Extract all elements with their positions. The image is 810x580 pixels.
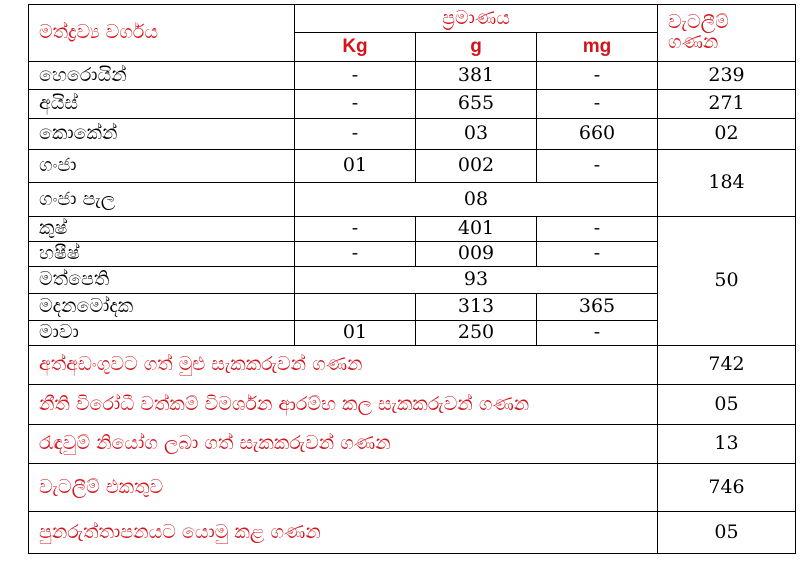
g-cell: 250 [416,321,537,346]
drug-name: අයිස් [29,90,295,119]
header-quantity: ප්‍රමාණය [295,5,658,33]
g-cell: 009 [416,242,537,267]
raids-cell: 271 [658,90,796,119]
drug-name: මත්පෙති [29,267,295,294]
table-row [29,119,796,150]
kg-cell [295,294,416,321]
summary-value: 13 [658,425,796,464]
header-drug-type: මත්ද්‍රව්‍ය වර්ගය [29,5,295,62]
mg-cell: - [537,90,658,119]
table-row [29,62,796,90]
table-row [29,90,796,119]
summary-value: 742 [658,346,796,385]
drug-name: හෙරොයින් [29,62,295,90]
table-row [29,217,796,242]
drug-name: මදනමෝදක [29,294,295,321]
g-cell: 401 [416,217,537,242]
drug-name: ගංජා [29,150,295,183]
summary-label: වැටලීම් එකතුව [29,464,658,512]
kg-cell: - [295,217,416,242]
summary-label: පුනරුත්තාපනයට යොමු කළ ගණන [29,512,658,554]
summary-value: 746 [658,464,796,512]
drug-name: මාවා [29,321,295,346]
drug-name: හෂීෂ් [29,242,295,267]
g-cell: 313 [416,294,537,321]
raids-cell: 02 [658,119,796,150]
summary-value: 05 [658,512,796,554]
drug-name: කොකේන් [29,119,295,150]
kg-cell: 01 [295,321,416,346]
header-g: g [416,33,537,62]
kg-cell: - [295,242,416,267]
mg-cell: - [537,217,658,242]
mg-cell: 660 [537,119,658,150]
amount-cell: 93 [295,267,658,294]
raids-cell: 50 [658,217,796,346]
header-row [29,5,796,33]
g-cell: 03 [416,119,537,150]
drug-seizure-table [28,4,796,554]
mg-cell: - [537,321,658,346]
summary-value: 05 [658,385,796,425]
summary-row [29,425,796,464]
summary-row [29,346,796,385]
kg-cell: - [295,119,416,150]
amount-cell: 08 [295,183,658,217]
mg-cell: - [537,150,658,183]
summary-label: රැඳවුම් නියෝග ලබා ගත් සැකකරුවන් ගණන [29,425,658,464]
kg-cell: - [295,90,416,119]
g-cell: 002 [416,150,537,183]
g-cell: 655 [416,90,537,119]
kg-cell: 01 [295,150,416,183]
mg-cell: 365 [537,294,658,321]
summary-row [29,512,796,554]
g-cell: 381 [416,62,537,90]
header-mg: mg [537,33,658,62]
kg-cell: - [295,62,416,90]
summary-row [29,385,796,425]
header-raids: වැටලීම් ගණන [658,5,796,62]
raids-cell: 184 [658,150,796,217]
summary-label: නීති විරෝධී වත්කම් විමර්ශන ආරම්භ කල සැකකරුවන් ගණන [29,385,658,425]
mg-cell: - [537,62,658,90]
table-row [29,150,796,183]
mg-cell: - [537,242,658,267]
header-kg: Kg [295,33,416,62]
summary-label: අත්අඩංගුවට ගත් මුළු සැකකරුවන් ගණන [29,346,658,385]
drug-name: ගංජා පැල [29,183,295,217]
drug-name: කුෂ් [29,217,295,242]
raids-cell: 239 [658,62,796,90]
summary-row [29,464,796,512]
